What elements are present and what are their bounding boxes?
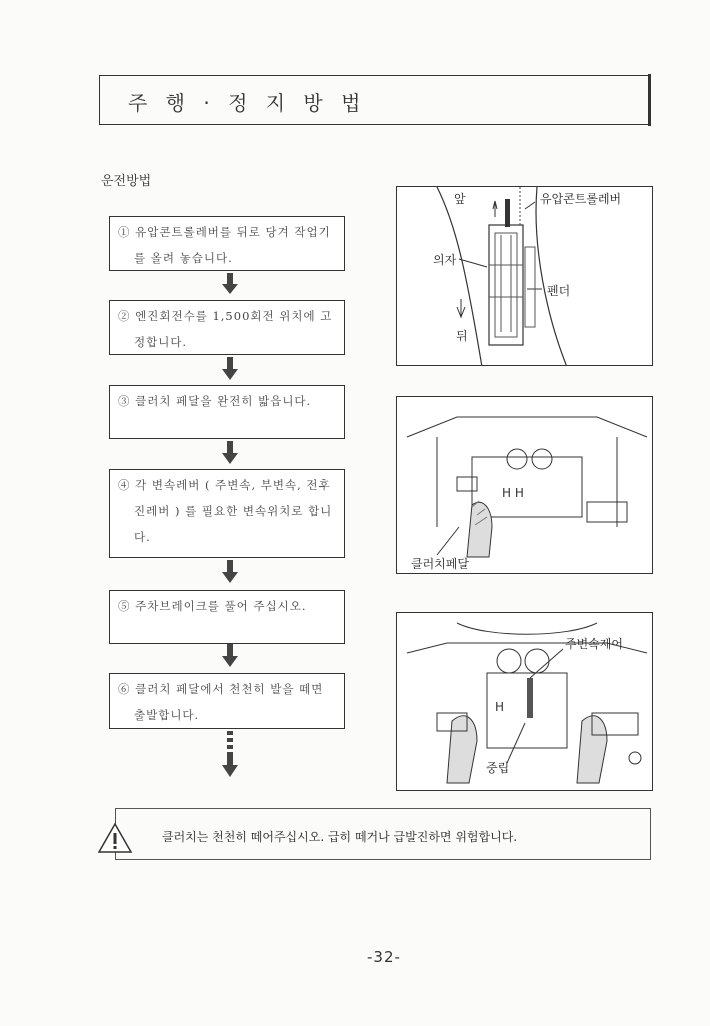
clutch-pedal-illustration	[397, 397, 653, 574]
svg-text:H: H	[495, 700, 505, 714]
step-4-box	[109, 469, 345, 558]
step-1-line1: ① 유압콘트롤레버를 뒤로 당겨 작업기	[118, 225, 331, 239]
step-2-line1: ② 엔진회전수를 1,500회전 위치에 고	[118, 309, 333, 323]
lever-seat-illustration	[397, 187, 653, 366]
step-6-box	[109, 673, 345, 729]
figure-main-shift	[396, 612, 653, 791]
label-fender: 펜더	[547, 284, 571, 298]
step-4-line1: ④ 각 변속레버 ( 주변속, 부변속, 전후	[118, 478, 331, 492]
label-lever: 유압콘트롤레버	[540, 192, 622, 206]
label-main-shift: 주변속제어	[565, 637, 623, 651]
step-6-line2: 출발합니다.	[134, 708, 200, 722]
step-5-box	[109, 590, 345, 644]
svg-text:H H: H H	[502, 486, 524, 500]
figure-clutch-pedal	[396, 396, 653, 574]
warning-triangle-icon	[97, 822, 133, 858]
label-back: 뒤	[456, 329, 468, 343]
step-3-line1: ③ 클러치 페달을 완전히 밟읍니다.	[118, 394, 312, 408]
step-3-box	[109, 385, 345, 439]
page-title: 주 행 · 정 지 방 법	[128, 91, 367, 115]
page-number: -32-	[367, 948, 401, 966]
step-5-line1: ⑤ 주차브레이크를 풀어 주십시오.	[118, 599, 307, 613]
step-4-line2: 진레버 ) 를 필요한 변속위치로 합니	[134, 504, 333, 518]
section-label: 운전방법	[101, 174, 152, 189]
step-1-box	[109, 216, 345, 271]
step-1-line2: 를 올려 놓습니다.	[134, 251, 233, 265]
label-front: 앞	[454, 192, 466, 206]
label-neutral: 중립	[486, 761, 510, 775]
warning-text: 클러치는 천천히 떼어주십시오. 급히 떼거나 급발진하면 위험합니다.	[162, 830, 518, 844]
step-2-line2: 정합니다.	[134, 335, 188, 349]
label-clutch-pedal: 클러치페달	[411, 557, 469, 571]
step-6-line1: ⑥ 클러치 페달에서 천천히 발을 떼면	[118, 682, 324, 696]
label-seat: 의자	[433, 253, 457, 267]
title-box	[99, 75, 649, 125]
figure-lever-seat	[396, 186, 653, 366]
step-4-line3: 다.	[134, 530, 151, 544]
step-2-box	[109, 300, 345, 355]
